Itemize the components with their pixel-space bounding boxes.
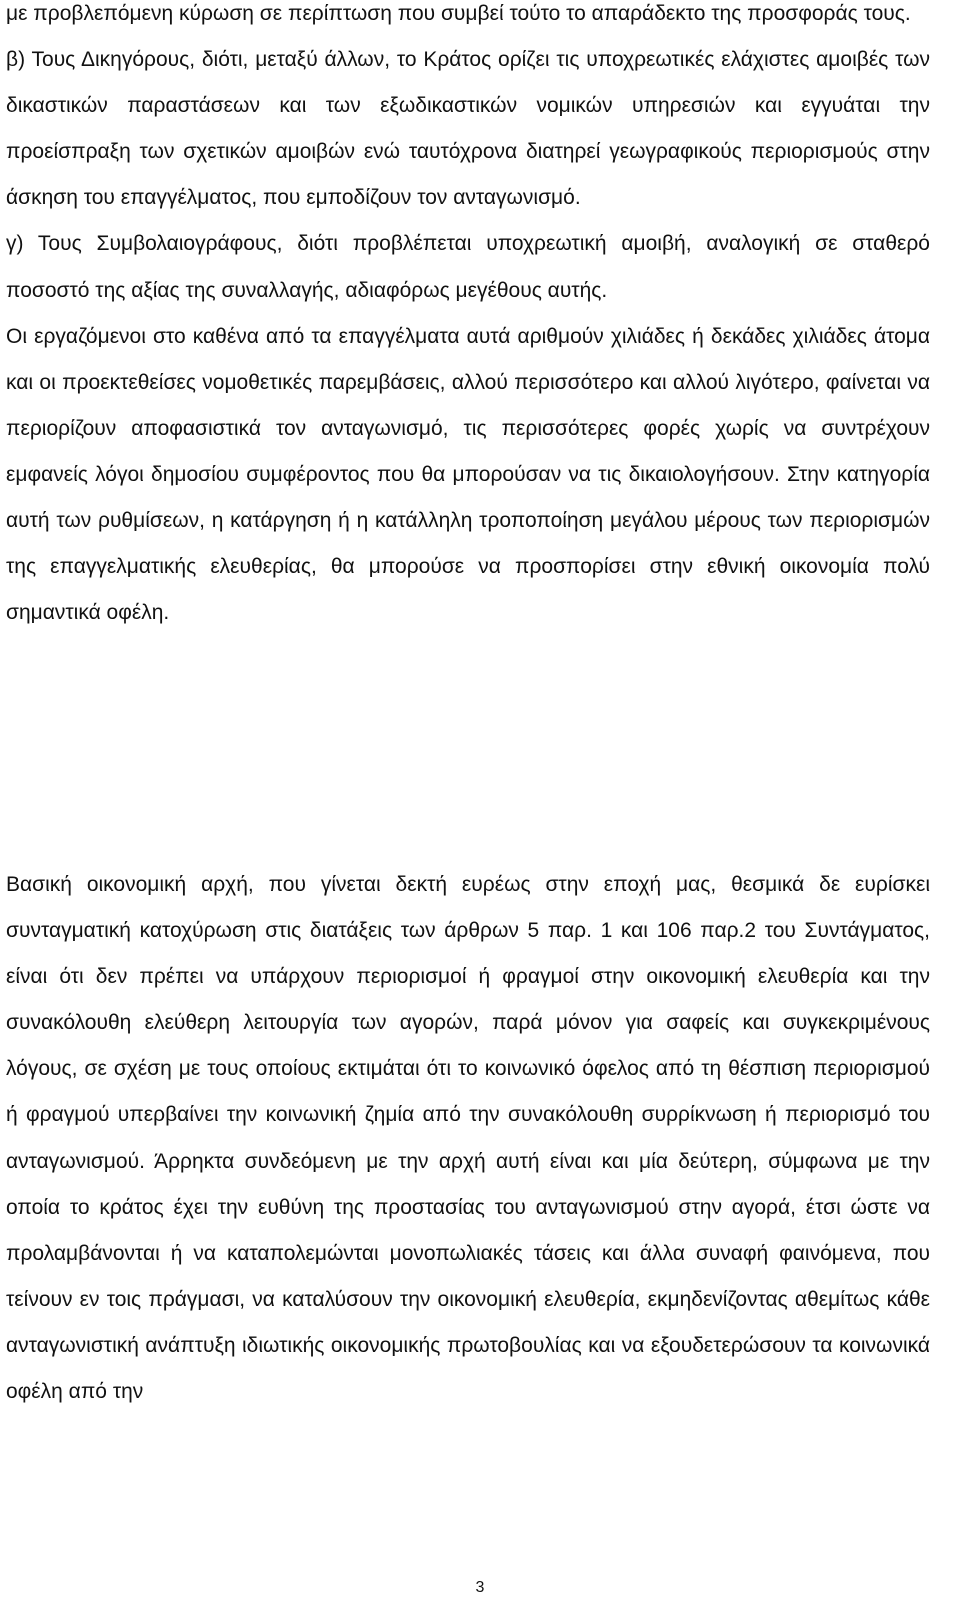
paragraph-employees: Οι εργαζόμενοι στο καθένα από τα επαγγέλματα αυτά αριθμούν χιλιάδες ή δεκάδες χιλιάδες άτομα και οι προεκτεθείσες νομοθετικές παρεμβάσεις, αλλού περισσότερο και αλλού λιγότερο, φαίνεται να περιορίζουν αποφασιστικά τον ανταγωνισμό, τις περισσότερες φορές χωρίς να συντρέχουν εμφανείς λόγοι δημοσίου συμφέροντος που θα μπορούσαν να τις δικαιολογήσουν. Στην κατηγορία αυτή των ρυθμίσεων, η κατάργηση ή η κατάλληλη τροποποίηση μεγάλου μέρους των περιορισμών της επαγγελματικής ελευθερίας, θα μπορούσε να προσπορίσει στην εθνική οικονομία πολύ σημαντικά οφέλη.: [6, 324, 930, 625]
page-number: 3: [475, 1579, 485, 1596]
paragraph-economic-principle: Βασική οικονομική αρχή, που γίνεται δεκτή ευρέως στην εποχή μας, θεσμικά δε ευρίσκει συνταγματική κατοχύρωση στις διατάξεις των άρθρων 5 παρ. 1 και 106 παρ.2 του Συντάγματος, είναι ότι δεν πρέπει να υπάρχουν περιορισμοί ή φραγμοί στην οικονομική ελευθερία και την συνακόλουθη ελεύθερη λειτουργία των αγορών, παρά μόνον για σαφείς και συγκεκριμένους λόγους, σε σχέση με τους οποίους εκτιμάται ότι το κοινωνικό όφελος από τη θέσπιση περιορισμού ή φραγμού υπερβαίνει την κοινωνική ζημία από την συνακόλουθη συρρίκνωση ή περιορισμό του ανταγωνισμού. Άρρηκτα συνδεόμενη με την αρχή αυτή είναι και μία δεύτερη, σύμφωνα με την οποία το κράτος έχει την ευθύνη της προστασίας του ανταγωνισμού στην αγορά, έτσι ώστε να προλαμβάνονται ή να καταπολεμώνται μονοπωλιακές τάσεις και άλλα συναφή φαινόμενα, που τείνουν εν τοις πράγμασι, να καταλύσουν την οικονομική ελευθερία, εκμηδενίζοντας αθεμίτως κάθε ανταγωνιστική ανάπτυξη ιδιωτικής οικονομικής πρωτοβουλίας και να εξουδετερώσουν τα κοινωνικά οφέλη από την: [6, 873, 930, 1404]
text-block-bottom: [6, 862, 930, 1415]
text-block-top: [6, 0, 930, 636]
paragraph-continuation: με προβλεπόμενη κύρωση σε περίπτωση που συμβεί τούτο το απαράδεκτο της προσφοράς τους.: [6, 2, 911, 25]
paragraph-notaries: γ) Τους Συμβολαιογράφους, διότι προβλέπεται υποχρεωτική αμοιβή, αναλογική σε σταθερό ποσοστό της αξίας της συναλλαγής, αδιαφόρως μεγέθους αυτής.: [6, 232, 930, 302]
paragraph-lawyers: β) Τους Δικηγόρους, διότι, μεταξύ άλλων, το Κράτος ορίζει τις υποχρεωτικές ελάχιστες αμοιβές των δικαστικών παραστάσεων και των εξωδικαστικών νομικών υπηρεσιών και εγγυάται την προείσπραξη των σχετικών αμοιβών ενώ ταυτόχρονα διατηρεί γεωγραφικούς περιορισμούς στην άσκηση του επαγγέλματος, που εμποδίζουν τον ανταγωνισμό.: [6, 48, 930, 210]
